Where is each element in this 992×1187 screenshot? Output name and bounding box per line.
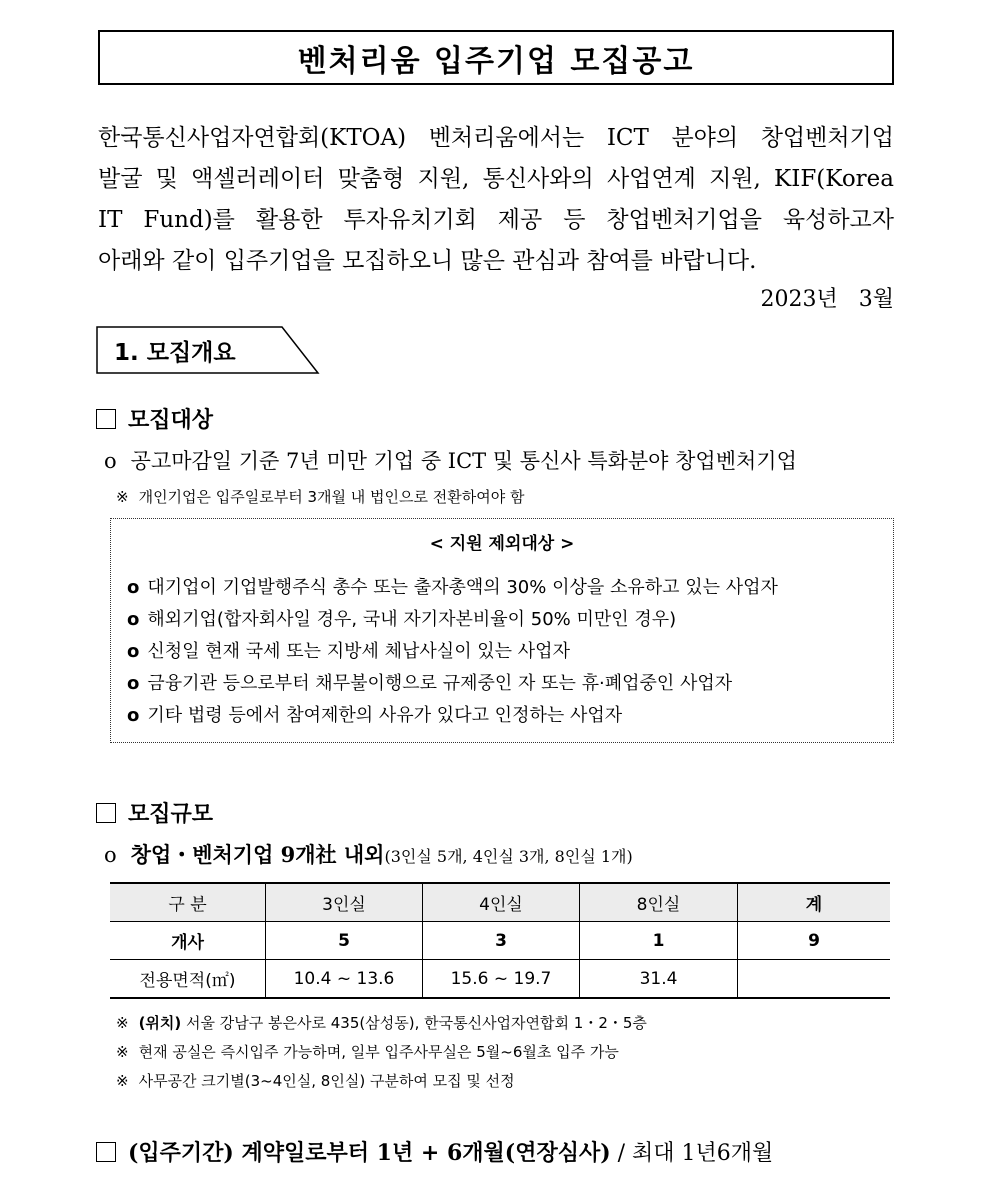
table-row (110, 922, 890, 960)
page-title: 벤처리움 입주기업 모집공고 (98, 30, 894, 85)
note-bold: (위치) (138, 1014, 182, 1032)
intro-line: IT Fund)를 활용한 투자유치기회 제공 등 창업벤처기업을 육성하고자 (98, 207, 894, 233)
bullet-marker: o (127, 577, 140, 598)
note-marker: ※ (116, 1072, 129, 1090)
table-cell: 3 (423, 922, 580, 960)
exclusion-item (127, 701, 622, 727)
exclusion-item (127, 669, 732, 695)
table-cell: 9 (738, 922, 891, 960)
note-text: 사무공간 크기별(3~4인실, 8인실) 구분하여 모집 및 선정 (138, 1072, 515, 1090)
scale-bullet-tail: (3인실 5개, 4인실 3개, 8인실 1개) (384, 847, 633, 866)
scale-note-availability (116, 1041, 619, 1062)
intro-paragraph (98, 118, 894, 282)
period-heading (96, 1136, 773, 1167)
bullet-marker: o (127, 641, 140, 662)
exclusion-item (127, 605, 676, 631)
table-cell: 개사 (110, 922, 266, 960)
target-bullet-text: 공고마감일 기준 7년 미만 기업 중 ICT 및 통신사 특화분야 창업벤처기업 (130, 449, 797, 473)
bullet-marker: o (127, 609, 140, 630)
checkbox-square-icon (96, 409, 116, 429)
table-header-cell: 8인실 (580, 883, 738, 922)
section-1-tab (96, 326, 320, 374)
table-header-cell: 4인실 (423, 883, 580, 922)
note-text: 서울 강남구 봉은사로 435(삼성동), 한국통신사업자연합회 1・2・5층 (181, 1014, 647, 1032)
exclusion-item-text: 신청일 현재 국세 또는 지방세 체납사실이 있는 사업자 (147, 641, 570, 662)
bullet-marker: o (127, 705, 140, 726)
bullet-marker: o (104, 449, 117, 473)
bullet-marker: o (104, 843, 117, 867)
scale-note-selection (116, 1070, 515, 1091)
table-header-cell: 구 분 (110, 883, 266, 922)
period-bold: (입주기간) 계약일로부터 1년 + 6개월(연장심사) (128, 1140, 611, 1166)
target-heading (96, 403, 213, 434)
intro-line: 아래와 같이 입주기업을 모집하오니 많은 관심과 참여를 바랍니다. (98, 248, 757, 274)
table-cell: 1 (580, 922, 738, 960)
intro-line: 발굴 및 액셀러레이터 맞춤형 지원, 통신사와의 사업연계 지원, KIF(Korea (98, 166, 894, 192)
exclusion-title: < 지원 제외대상 > (429, 534, 575, 554)
note-marker: ※ (116, 1043, 129, 1061)
table-header-cell: 계 (738, 883, 891, 922)
target-heading-label: 모집대상 (128, 407, 214, 433)
period-tail: / 최대 1년6개월 (610, 1141, 774, 1166)
target-note (116, 486, 525, 507)
note-marker: ※ (116, 1014, 129, 1032)
target-bullet (104, 445, 797, 475)
table-header-cell: 3인실 (266, 883, 423, 922)
exclusion-item-text: 대기업이 기업발행주식 총수 또는 출자총액의 30% 이상을 소유하고 있는 사업자 (147, 577, 778, 598)
table-cell: 5 (266, 922, 423, 960)
exclusion-item-text: 해외기업(합자회사일 경우, 국내 자기자본비율이 50% 미만인 경우) (147, 609, 677, 630)
exclusion-item-text: 금융기관 등으로부터 채무불이행으로 규제중인 자 또는 휴·폐업중인 사업자 (147, 673, 733, 694)
scale-bullet (104, 839, 633, 869)
exclusion-item (127, 573, 778, 599)
exclusion-item (127, 637, 570, 663)
checkbox-square-icon (96, 803, 116, 823)
section-1-label: 1. 모집개요 (114, 340, 236, 366)
scale-bullet-bold: 창업・벤처기업 9개社 내외 (130, 842, 385, 867)
scale-heading (96, 797, 213, 828)
exclusion-item-text: 기타 법령 등에서 참여제한의 사유가 있다고 인정하는 사업자 (147, 705, 623, 726)
scale-table (110, 882, 890, 999)
note-text: 현재 공실은 즉시입주 가능하며, 일부 입주사무실은 5월~6월초 입주 가능 (138, 1043, 619, 1061)
bullet-marker: o (127, 673, 140, 694)
table-cell: 10.4 ~ 13.6 (266, 960, 423, 999)
table-cell (738, 960, 891, 999)
note-marker: ※ (116, 488, 129, 506)
target-note-text: 개인기업은 입주일로부터 3개월 내 법인으로 전환하여야 함 (138, 488, 525, 506)
table-cell: 15.6 ~ 19.7 (423, 960, 580, 999)
notice-date: 2023년 3월 (760, 287, 894, 312)
table-cell: 전용면적(㎡) (110, 960, 266, 999)
table-cell: 31.4 (580, 960, 738, 999)
scale-heading-label: 모집규모 (128, 801, 214, 827)
checkbox-square-icon (96, 1142, 116, 1162)
scale-note-location (116, 1012, 647, 1033)
intro-line: 한국통신사업자연합회(KTOA) 벤처리움에서는 ICT 분야의 창업벤처기업 (98, 125, 894, 151)
table-row (110, 960, 890, 999)
table-header-row (110, 883, 890, 922)
exclusion-box (110, 518, 894, 743)
